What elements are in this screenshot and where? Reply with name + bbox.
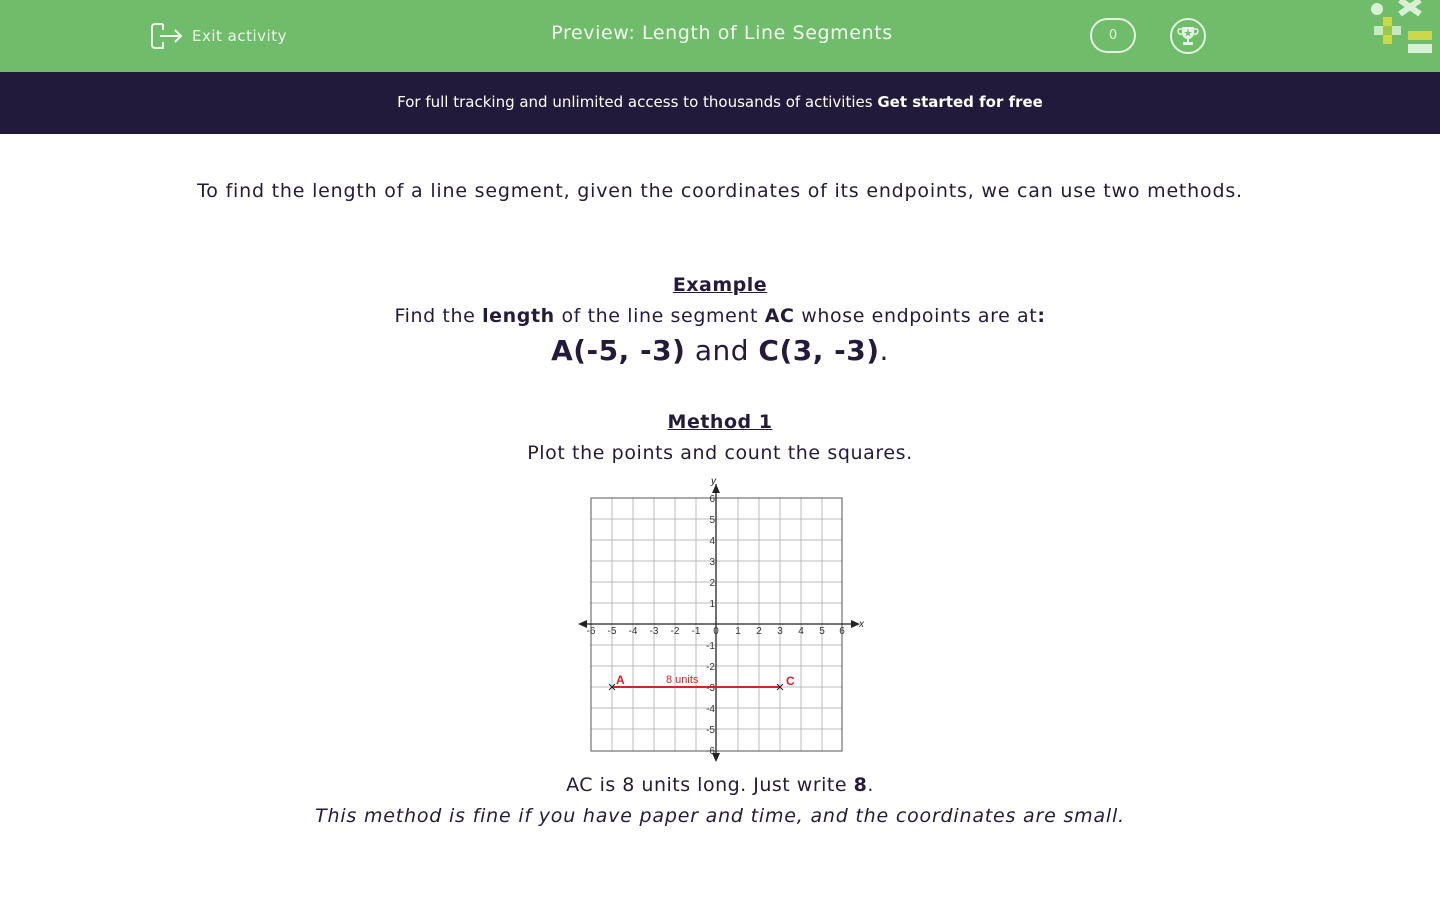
question-colon: : — [1037, 305, 1046, 327]
exit-icon — [150, 22, 183, 50]
svg-text:6: 6 — [709, 494, 715, 505]
exit-activity-label: Exit activity — [192, 27, 287, 45]
answer-period: . — [867, 774, 874, 796]
method1-note: This method is fine if you have paper and time, and the coordinates are small. — [315, 805, 1125, 827]
question-bold-ac: AC — [764, 305, 795, 327]
method1-heading: Method 1 — [667, 411, 773, 433]
promo-text: For full tracking and unlimited access to thousands of activities — [397, 93, 878, 111]
question-text: Find the — [394, 305, 483, 327]
svg-text:1: 1 — [735, 626, 741, 637]
y-axis-label: y — [711, 476, 716, 487]
endpoints — [0, 334, 1440, 367]
get-started-link[interactable]: Get started for free — [877, 93, 1043, 111]
svg-text:-6: -6 — [706, 746, 715, 757]
question-bold-length: length — [482, 305, 555, 327]
method1-text: Plot the points and count the squares. — [527, 442, 913, 464]
svg-text:5: 5 — [819, 626, 825, 637]
trophy-icon — [1177, 25, 1199, 47]
and-text: and — [685, 334, 759, 367]
svg-text:-2: -2 — [706, 662, 715, 673]
page-title: Preview: Length of Line Segments — [551, 22, 893, 44]
example-heading: Example — [672, 274, 768, 296]
answer-bold: 8 — [853, 774, 868, 796]
answer-part: AC is 8 units long. Just write — [566, 774, 854, 796]
svg-text:-5: -5 — [706, 725, 715, 736]
svg-text:-3: -3 — [649, 626, 659, 637]
svg-text:-6: -6 — [586, 626, 596, 637]
svg-text:-1: -1 — [691, 626, 701, 637]
segment-length-label: 8 units — [666, 674, 699, 686]
svg-text:3: 3 — [709, 557, 715, 568]
trophy-button[interactable] — [1170, 18, 1206, 54]
svg-text:6: 6 — [839, 626, 845, 637]
svg-text:2: 2 — [756, 626, 762, 637]
maths-symbols-logo — [1368, 0, 1440, 56]
svg-text:4: 4 — [798, 626, 804, 637]
svg-text:-4: -4 — [706, 704, 715, 715]
svg-text:5: 5 — [709, 515, 715, 526]
answer-text — [0, 774, 1440, 796]
x-axis-label: x — [859, 619, 864, 630]
svg-text:0: 0 — [713, 626, 719, 637]
coordinate-grid — [574, 474, 866, 766]
intro-text: To find the length of a line segment, given the coordinates of its endpoints, we can use two methods. — [197, 180, 1243, 202]
period: . — [879, 334, 889, 367]
top-bar — [0, 0, 1440, 72]
svg-text:4: 4 — [709, 536, 715, 547]
svg-text:-5: -5 — [607, 626, 617, 637]
svg-text:3: 3 — [777, 626, 783, 637]
example-question — [0, 305, 1440, 327]
label-c: C — [786, 674, 795, 688]
label-a: A — [616, 673, 625, 687]
svg-text:-3: -3 — [706, 683, 715, 694]
question-text: whose endpoints are at — [794, 305, 1038, 327]
svg-text:-1: -1 — [706, 641, 715, 652]
exit-activity-button[interactable] — [150, 22, 287, 50]
point-a: A(-5, -3) — [551, 334, 686, 367]
promo-banner — [0, 72, 1440, 134]
question-text: of the line segment — [554, 305, 765, 327]
svg-text:1: 1 — [709, 599, 715, 610]
point-c: C(3, -3) — [758, 334, 880, 367]
svg-text:2: 2 — [709, 578, 715, 589]
svg-text:-2: -2 — [670, 626, 680, 637]
svg-text:-4: -4 — [628, 626, 638, 637]
score-badge: 0 — [1090, 18, 1136, 53]
